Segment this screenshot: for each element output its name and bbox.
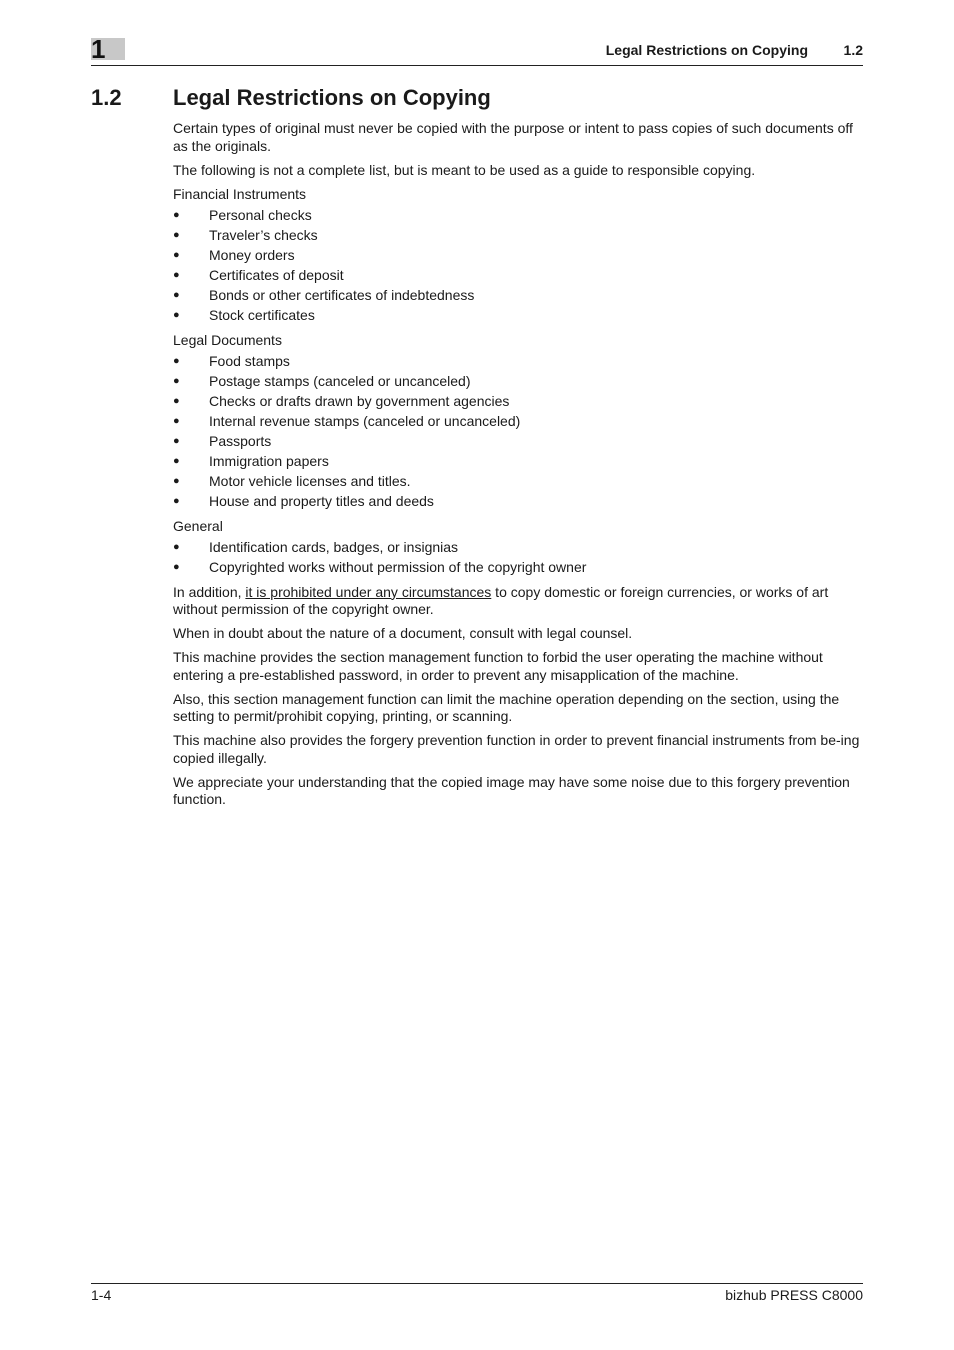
product-name: bizhub PRESS C8000 bbox=[725, 1287, 863, 1303]
group-label: Legal Documents bbox=[173, 331, 282, 348]
chapter-number: 1 bbox=[91, 34, 106, 64]
bullet-list bbox=[173, 205, 863, 325]
closing-paragraph: When in doubt about the nature of a document, consult with legal counsel. bbox=[173, 625, 633, 641]
bullet-icon: ● bbox=[173, 375, 180, 387]
list-item: ● Postage stamps (canceled or uncanceled) bbox=[173, 373, 471, 389]
list-item: ● Certificates of deposit bbox=[173, 267, 344, 283]
list-item: ● House and property titles and deeds bbox=[173, 493, 434, 509]
bullet-icon: ● bbox=[173, 209, 180, 221]
list-item: ● Motor vehicle licenses and titles. bbox=[173, 473, 411, 489]
bullet-icon: ● bbox=[173, 561, 180, 573]
footer-rule bbox=[91, 1283, 863, 1284]
page-title: Legal Restrictions on Copying bbox=[173, 85, 491, 110]
bullet-icon: ● bbox=[173, 395, 180, 407]
bullet-list bbox=[173, 537, 863, 577]
bullet-icon: ● bbox=[173, 269, 180, 281]
group-label: Financial Instruments bbox=[173, 185, 307, 202]
bullet-icon: ● bbox=[173, 309, 180, 321]
section-number: 1.2 bbox=[91, 85, 122, 110]
intro-paragraph: The following is not a complete list, but is meant to be used as a guide to responsible copying. bbox=[173, 161, 756, 178]
list-item: ● Checks or drafts drawn by government agencies bbox=[173, 393, 510, 409]
bullet-icon: ● bbox=[173, 455, 180, 467]
bullet-list bbox=[173, 351, 863, 511]
group-label: General bbox=[173, 517, 223, 534]
bullet-icon: ● bbox=[173, 289, 180, 301]
bullet-icon: ● bbox=[173, 541, 180, 553]
bullet-icon: ● bbox=[173, 355, 180, 367]
list-item: ● Identification cards, badges, or insignias bbox=[173, 539, 459, 555]
addition-paragraph: In addition, it is prohibited under any circumstances to copy domestic or foreign currencies, or works of art without permission of the copyright owner. bbox=[173, 583, 829, 617]
list-item: ● Copyrighted works without permission of the copyright owner bbox=[173, 559, 587, 575]
list-item: ● Personal checks bbox=[173, 207, 312, 223]
list-item: ● Immigration papers bbox=[173, 453, 329, 469]
closing-paragraph: We appreciate your understanding that the copied image may have some noise due to this forgery prevention function. bbox=[173, 773, 850, 807]
running-title: Legal Restrictions on Copying bbox=[605, 42, 808, 58]
bullet-icon: ● bbox=[173, 249, 180, 261]
bullet-icon: ● bbox=[173, 495, 180, 507]
underlined-text: it is prohibited under any circumstances bbox=[245, 583, 492, 600]
bullet-icon: ● bbox=[173, 415, 180, 427]
body-content bbox=[173, 120, 863, 815]
closing-paragraph: This machine provides the section management function to forbid the user operating the machine without entering a pre-established password, in order to prevent any misapplication of the machine. bbox=[173, 649, 823, 683]
list-item: ● Internal revenue stamps (canceled or uncanceled) bbox=[173, 413, 521, 429]
list-item: ● Food stamps bbox=[173, 353, 290, 369]
running-section: 1.2 bbox=[843, 42, 863, 58]
closing-paragraph: Also, this section management function can limit the machine operation depending on the section, using the setting to permit/prohibit copying, printing, or scanning. bbox=[173, 690, 840, 724]
bullet-icon: ● bbox=[173, 229, 180, 241]
list-item: ● Bonds or other certificates of indebtedness bbox=[173, 287, 475, 303]
list-item: ● Passports bbox=[173, 433, 272, 449]
bullet-icon: ● bbox=[173, 435, 180, 447]
page-number: 1-4 bbox=[91, 1287, 112, 1303]
header-rule bbox=[91, 65, 863, 66]
bullet-icon: ● bbox=[173, 475, 180, 487]
list-item: ● Traveler’s checks bbox=[173, 227, 318, 243]
list-item: ● Stock certificates bbox=[173, 307, 315, 323]
intro-paragraph: Certain types of original must never be copied with the purpose or intent to pass copies of such documents off as the originals. bbox=[173, 120, 853, 154]
list-item: ● Money orders bbox=[173, 247, 295, 263]
closing-paragraph: This machine also provides the forgery prevention function in order to prevent financial instruments from be-ing copied illegally. bbox=[173, 732, 860, 766]
